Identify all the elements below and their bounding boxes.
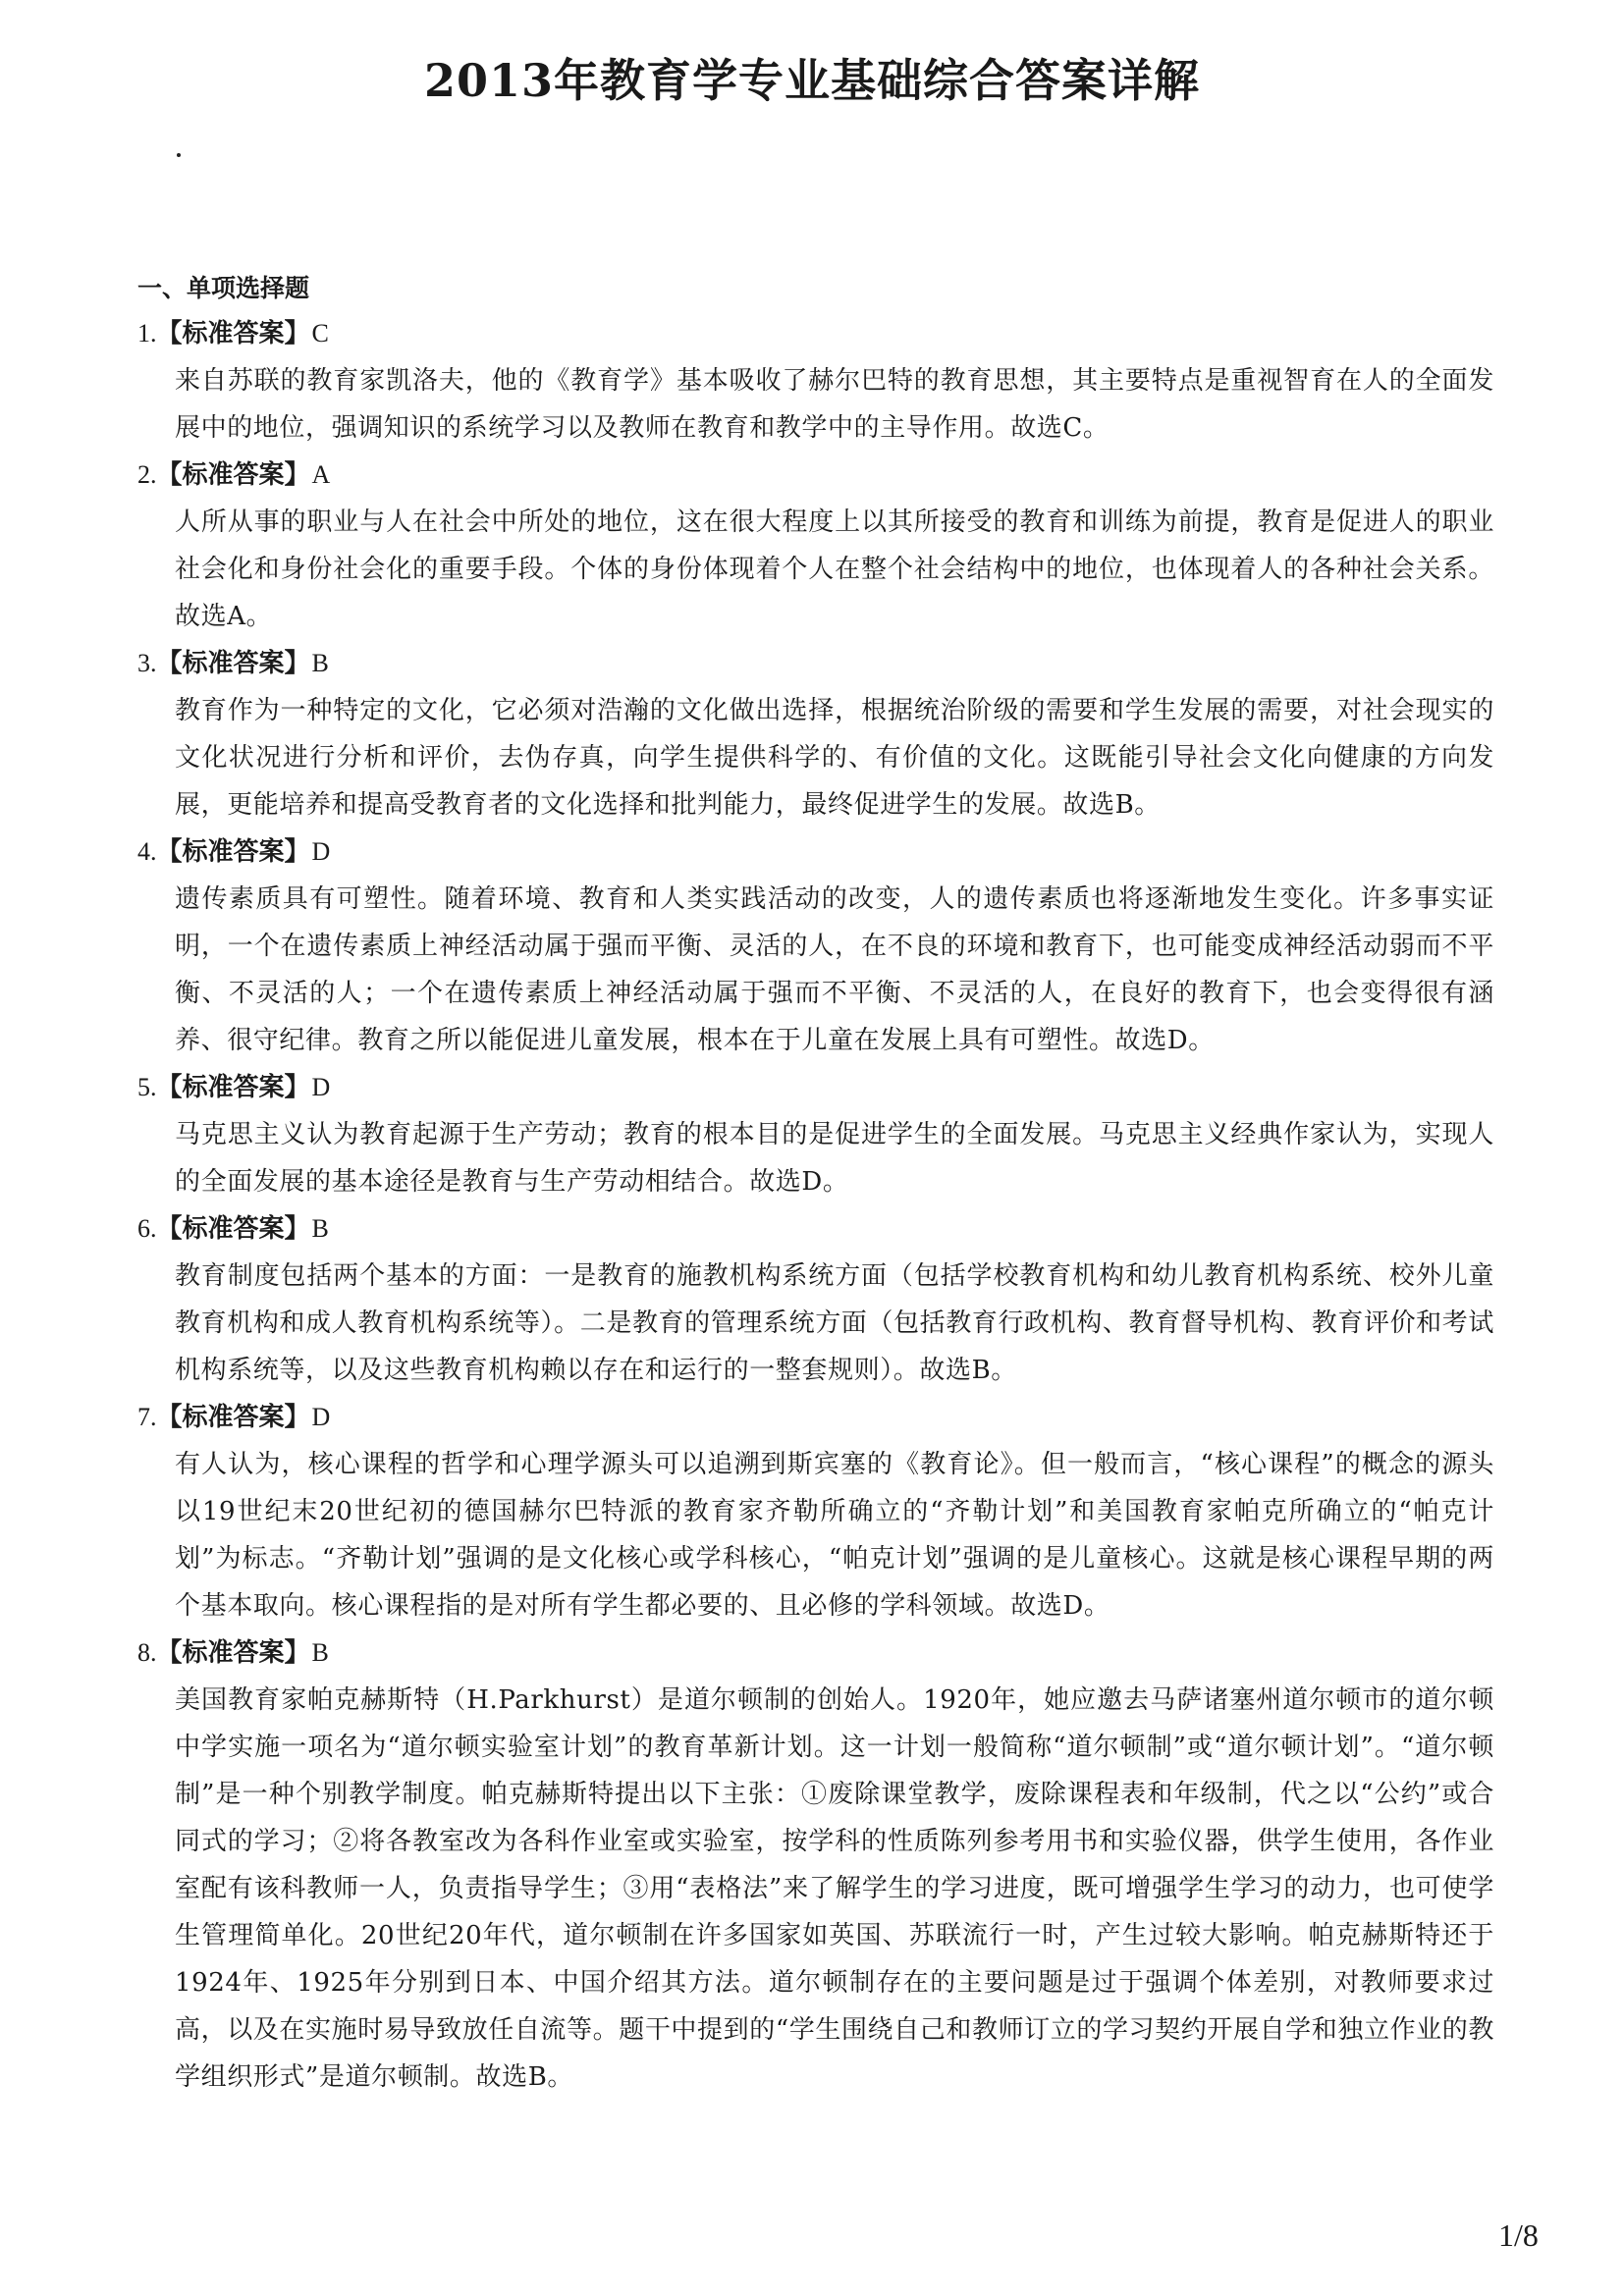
answer-value: B — [311, 1214, 329, 1243]
question-header — [137, 1064, 1494, 1111]
question-header — [137, 828, 1494, 876]
question-explanation: 美国教育家帕克赫斯特（H.Parkhurst）是道尔顿制的创始人。1920年，她应邀去马萨诸塞州道尔顿市的道尔顿中学实施一项名为“道尔顿实验室计划”的教育革新计划。这一计划一般简称“道尔顿制”或“道尔顿计划”。“道尔顿制”是一种个别教学制度。帕克赫斯特提出以下主张：①废除课堂教学，废除课程表和年级制，代之以“公约”或合同式的学习；②将各教室改为各科作业室或实验室，按学科的性质陈列参考用书和实验仪器，供学生使用，各作业室配有该科教师一人，负责指导学生；③用“表格法”来了解学生的学习进度，既可增强学生学习的动力，也可使学生管理简单化。20世纪20年代，道尔顿制在许多国家如英国、苏联流行一时，产生过较大影响。帕克赫斯特还于1924年、1925年分别到日本、中国介绍其方法。道尔顿制存在的主要问题是过于强调个体差别，对教师要求过高，以及在实施时易导致放任自流等。题干中提到的“学生围绕自己和教师订立的学习契约开展自学和独立作业的教学组织形式”是道尔顿制。故选B。 — [175, 1685, 1494, 2092]
answer-value: B — [311, 1638, 329, 1667]
question-number: 7. — [137, 1403, 157, 1431]
question-number: 8. — [137, 1638, 157, 1667]
question-header — [137, 310, 1494, 357]
question-1 — [137, 310, 1494, 452]
document-title: 2013年教育学专业基础综合答案详解 — [423, 54, 1201, 107]
question-header — [137, 640, 1494, 687]
question-6 — [137, 1205, 1494, 1394]
question-explanation: 人所从事的职业与人在社会中所处的地位，这在很大程度上以其所接受的教育和训练为前提，教育是促进人的职业社会化和身份社会化的重要手段。个体的身份体现着个人在整个社会结构中的地位，也体现着人的各种社会关系。故选A。 — [175, 507, 1494, 631]
answer-label: 【标准答案】 — [156, 319, 310, 348]
answer-label: 【标准答案】 — [156, 460, 310, 490]
document-body — [137, 267, 1494, 2101]
answer-label: 【标准答案】 — [156, 1638, 310, 1668]
question-number: 5. — [137, 1073, 157, 1101]
answer-label: 【标准答案】 — [156, 1403, 310, 1432]
question-2 — [137, 452, 1494, 640]
page-number: 1/8 — [1498, 2217, 1539, 2253]
answer-value: D — [311, 1073, 331, 1101]
question-number: 2. — [137, 460, 157, 489]
answer-label: 【标准答案】 — [156, 1214, 310, 1244]
answer-label: 【标准答案】 — [156, 837, 310, 867]
question-4 — [137, 828, 1494, 1064]
answer-value: D — [311, 1403, 331, 1431]
question-number: 3. — [137, 649, 157, 677]
question-7 — [137, 1394, 1494, 1629]
question-explanation: 教育作为一种特定的文化，它必须对浩瀚的文化做出选择，根据统治阶级的需要和学生发展的需要，对社会现实的文化状况进行分析和评价，去伪存真，向学生提供科学的、有价值的文化。这既能引导社会文化向健康的方向发展，更能培养和提高受教育者的文化选择和批判能力，最终促进学生的发展。故选B。 — [175, 696, 1494, 820]
question-header — [137, 1394, 1494, 1441]
answer-label: 【标准答案】 — [156, 649, 310, 678]
question-number: 6. — [137, 1214, 157, 1243]
question-8 — [137, 1629, 1494, 2101]
question-number: 1. — [137, 319, 157, 347]
answer-value: D — [311, 837, 331, 866]
question-explanation: 马克思主义认为教育起源于生产劳动；教育的根本目的是促进学生的全面发展。马克思主义经典作家认为，实现人的全面发展的基本途径是教育与生产劳动相结合。故选D。 — [175, 1120, 1494, 1197]
question-header — [137, 1205, 1494, 1253]
question-header — [137, 452, 1494, 499]
answer-label: 【标准答案】 — [156, 1073, 310, 1102]
question-header — [137, 1629, 1494, 1677]
question-3 — [137, 640, 1494, 828]
answer-value: A — [311, 460, 331, 489]
section-heading: 一、单项选择题 — [137, 274, 310, 302]
question-number: 4. — [137, 837, 157, 866]
question-explanation: 遗传素质具有可塑性。随着环境、教育和人类实践活动的改变，人的遗传素质也将逐渐地发生变化。许多事实证明，一个在遗传素质上神经活动属于强而平衡、灵活的人，在不良的环境和教育下，也可能变成神经活动弱而不平衡、不灵活的人；一个在遗传素质上神经活动属于强而不平衡、不灵活的人，在良好的教育下，也会变得很有涵养、很守纪律。教育之所以能促进儿童发展，根本在于儿童在发展上具有可塑性。故选D。 — [175, 884, 1494, 1055]
question-5 — [137, 1064, 1494, 1205]
question-explanation: 教育制度包括两个基本的方面：一是教育的施教机构系统方面（包括学校教育机构和幼儿教育机构系统、校外儿童教育机构和成人教育机构系统等）。二是教育的管理系统方面（包括教育行政机构、教育督导机构、教育评价和考试机构系统等，以及这些教育机构赖以存在和运行的一整套规则）。故选B。 — [175, 1261, 1494, 1385]
scan-speck — [177, 153, 181, 157]
question-explanation: 来自苏联的教育家凯洛夫，他的《教育学》基本吸收了赫尔巴特的教育思想，其主要特点是重视智育在人的全面发展中的地位，强调知识的系统学习以及教师在教育和教学中的主导作用。故选C。 — [175, 366, 1494, 443]
answer-value: B — [311, 649, 329, 677]
answer-value: C — [311, 319, 329, 347]
question-explanation: 有人认为，核心课程的哲学和心理学源头可以追溯到斯宾塞的《教育论》。但一般而言，“核心课程”的概念的源头以19世纪末20世纪初的德国赫尔巴特派的教育家齐勒所确立的“齐勒计划”和美国教育家帕克所确立的“帕克计划”为标志。“齐勒计划”强调的是文化核心或学科核心，“帕克计划”强调的是儿童核心。这就是核心课程早期的两个基本取向。核心课程指的是对所有学生都必要的、且必修的学科领域。故选D。 — [175, 1450, 1494, 1621]
